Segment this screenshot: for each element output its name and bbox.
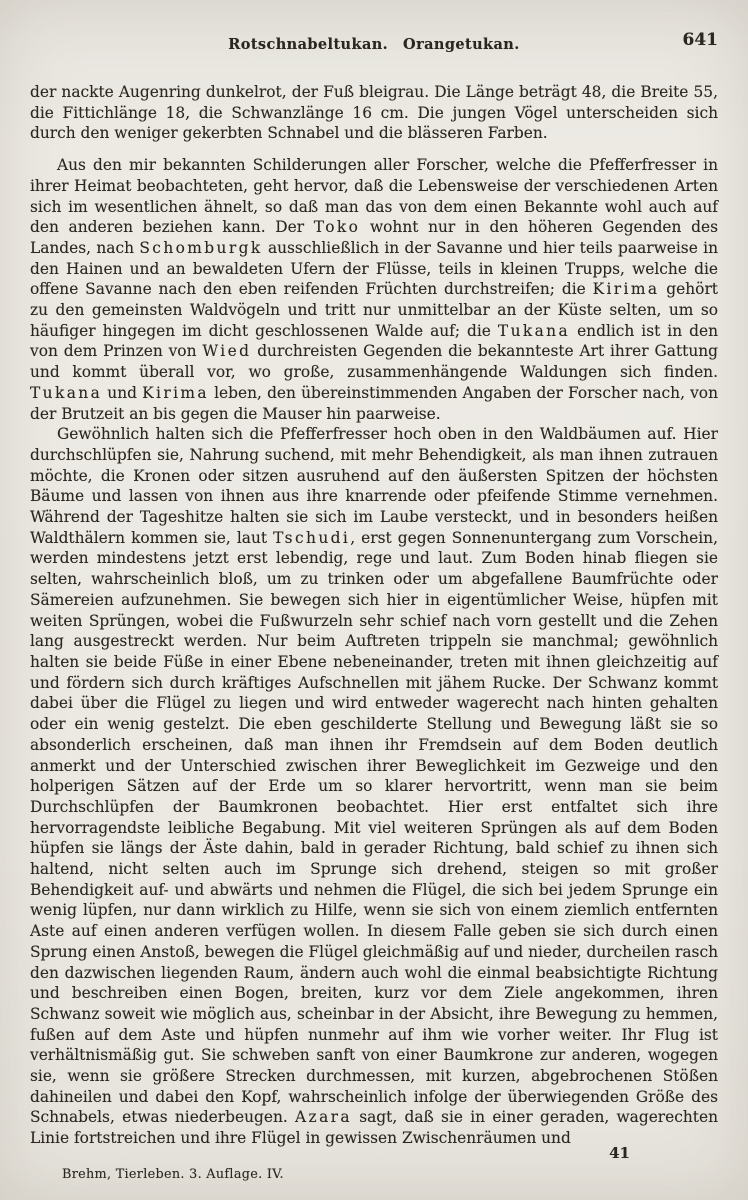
body-text: der nackte Augenring dunkelrot, der Fuß bleigrau. Die Länge beträgt 48, die Breite 55, die Fittichlänge 18, die Schwanzlänge 16 cm. Die jungen Vögel unterscheiden sich durch den weniger gekerbten Schnabel und die blässeren Farben. [30,83,718,143]
species-name: Tukana [30,383,103,402]
body-text: sagt, daß sie in einer geraden, wagerechten Linie fortstreichen und ihre Flügel in gewissen Zwischenräumen und [30,1108,719,1148]
paragraph [30,82,718,144]
body-text: leben, den übereinstimmenden Angaben der Forscher nach, von der Brutzeit an bis gegen die Mauser hin paarweise. [30,383,718,423]
page-footer [0,1130,748,1200]
species-name: Kirima [142,383,209,402]
sheet-number: 41 [609,1144,630,1162]
species-name: Toko [313,218,361,237]
text-block [0,82,748,1149]
printer-signature: Brehm, Tierleben. 3. Auflage. IV. [62,1167,284,1182]
body-text: gehört zu den gemeinsten Waldvögeln und tritt nur unmittelbar an der Küste selten, um so häufiger hingegen im dicht geschlossenen Walde auf; die [30,280,718,340]
body-text: Gewöhnlich halten sich die Pfefferfresser hoch oben in den Waldbäumen auf. Hier durchschlüpfen sie, Nahrung suchend, mit mehr Behendigkeit, als man ihnen zutrauen möchte, die Kronen oder sitzen ausruhend auf den äußersten Spitzen der höchsten Bäume und lassen von ihnen aus ihre knarrende oder pfeifende Stimme vernehmen. Während der Tageshitze halten sie sich im Laube versteckt, und in besonders heißen Waldthälern kommen sie, laut [30,425,718,547]
body-text: durchreisten Gegenden die bekannteste Art ihrer Gattung und kommt überall vor, wo große, zusammenhängende Waldungen sich finden. [30,342,718,382]
body-text: und [102,383,143,402]
body-text: Aus den mir bekannten Schilderungen aller Forscher, welche die Pfefferfresser in ihrer Heimat beobachteten, geht hervor, daß die Lebensweise der verschiedenen Arten sich im wesentlichen ähnelt, so daß man das von dem einen Bekannte wohl auch auf den anderen beziehen kann. Der [30,156,718,237]
running-title: Rotschnabeltukan. Orangetukan. [228,36,520,53]
page-header [0,0,748,60]
species-name: Tukana [497,321,571,340]
body-text: endlich ist in den von dem Prinzen von [30,321,718,361]
page-number: 641 [682,30,718,50]
species-name: Wied [202,342,252,361]
body-text: wohnt nur in den höheren Gegenden des Landes, nach [30,218,718,257]
species-name: Tschudi [273,528,351,547]
body-text: ausschließlich in der Savanne und hier teils paarweise in den Hainen und an bewaldeten Ufern der Flüsse, teils in kleinen Trupps, welche die offene Savanne nach den eben reifenden Früchten durchstreifen; die [30,238,718,299]
species-name: Schomburgk [139,238,263,257]
species-name: Azara [295,1108,352,1127]
body-text: , erst gegen Sonnenuntergang zum Vorschein, werden mindestens jetzt erst lebendig, rege und laut. Zum Boden hinab fliegen sie selten, wahrscheinlich bloß, um zu trinken oder um abgefallene Baumfrüchte oder Sämereien aufzunehmen. Sie bewegen sich hier in eigentümlicher Weise, hüpfen mit weiten Sprüngen, wobei die Fußwurzeln sehr schief nach vorn gestellt und die Zehen lang ausgestreckt werden. Nur beim Auftreten trippeln sie manchmal; gewöhnlich halten sie beide Füße in einer Ebene nebeneinander, treten mit ihnen gleichzeitig auf und fördern sich durch kräftiges Aufschnellen mit jähem Rucke. Der Schwanz kommt dabei über die Flügel zu liegen und wird entweder wagerecht nach hinten gehalten oder ein wenig gestelzt. Die eben geschilderte Stellung und Bewegung läßt sie so absonderlich erscheinen, daß man ihnen ihr Fremdsein auf dem Boden deutlich anmerkt und der Unterschied zwischen ihrer Beweglichkeit im Gezweige und den holperigen Sätzen auf der Erde um so klarer hervortritt, wenn man sie beim Durchschlüpfen der Baumkronen beobachtet. Hier erst entfaltet sich ihre hervorragendste leibliche Begabung. Mit viel weiteren Sprüngen als auf dem Boden hüpfen sie längs der Äste dahin, bald in gerader Richtung, bald schief zu ihnen sich haltend, nicht selten auch im Sprunge sich drehend, steigen so mit großer Behendigkeit auf- und abwärts und nehmen die Flügel, die sich bei jedem Sprunge ein wenig lüpfen, nur dann wirklich zu Hilfe, wenn sie sich von einem ziemlich entfernten Aste auf einen anderen verfügen wollen. In diesem Falle geben sie sich durch einen Sprung einen Anstoß, bewegen die Flügel gleichmäßig auf und nieder, durcheilen rasch den dazwischen liegenden Raum, ändern auch wohl die einmal beabsichtigte Richtung und beschreiben einen Bogen, breiten, kurz vor dem Ziele angekommen, ihren Schwanz soweit wie möglich aus, scheinbar in der Absicht, ihre Bewegung zu hemmen, fußen auf dem Aste und hüpfen nunmehr auf ihm wie vorher weiter. Ihr Flug ist verhältnismäßig gut. Sie schweben sanft von einer Baumkrone zur anderen, wogegen sie, wenn sie größere Strecken durchmessen, mit kurzen, abgebrochenen Stößen dahineilen und dabei den Kopf, wahrscheinlich infolge der überwiegenden Größe des Schnabels, etwas niederbeugen. [30,528,718,1127]
paragraph [30,424,718,1149]
species-name: Kirima [592,280,660,299]
paragraph [30,155,718,424]
